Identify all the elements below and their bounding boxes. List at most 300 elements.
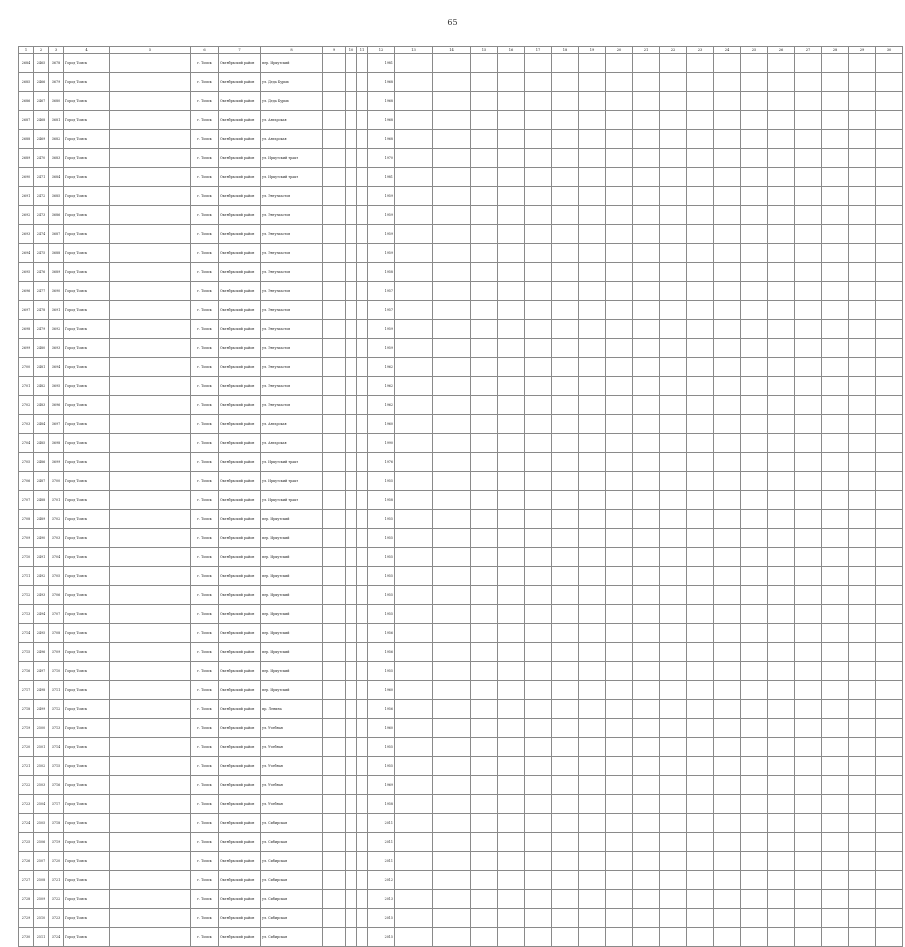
table-cell [660, 681, 687, 700]
table-cell [471, 187, 498, 206]
table-cell [552, 510, 579, 529]
table-cell [714, 282, 741, 301]
table-cell [714, 662, 741, 681]
table-cell: Октябрьский район [219, 149, 261, 168]
table-cell [822, 662, 849, 681]
table-cell: Город Томск [64, 472, 110, 491]
table-row [19, 320, 903, 339]
table-cell: 2727 [19, 871, 34, 890]
table-cell: 2724 [19, 814, 34, 833]
table-cell [633, 54, 660, 73]
table-cell [876, 415, 903, 434]
table-cell: г. Томск [191, 662, 219, 681]
table-cell [849, 415, 876, 434]
table-cell [346, 339, 357, 358]
table-cell [110, 510, 191, 529]
table-cell: ул. Иркутский тракт [261, 472, 323, 491]
table-cell: г. Томск [191, 890, 219, 909]
table-cell [498, 282, 525, 301]
table-cell [357, 567, 368, 586]
column-number-row [19, 47, 903, 54]
table-cell: 2485 [34, 434, 49, 453]
table-cell: пер. Иркутский [261, 643, 323, 662]
table-cell: Октябрьский район [219, 111, 261, 130]
table-cell [395, 738, 433, 757]
table-cell: г. Томск [191, 757, 219, 776]
table-cell [395, 149, 433, 168]
table-row [19, 491, 903, 510]
table-cell: 3688 [49, 244, 64, 263]
table-cell [849, 529, 876, 548]
table-cell [579, 605, 606, 624]
table-cell [795, 377, 822, 396]
table-cell [606, 130, 633, 149]
table-cell [633, 320, 660, 339]
table-cell [633, 833, 660, 852]
table-cell [768, 282, 795, 301]
table-cell [357, 928, 368, 947]
table-cell [660, 605, 687, 624]
table-cell [552, 149, 579, 168]
table-row [19, 111, 903, 130]
table-cell [323, 681, 346, 700]
table-cell [768, 453, 795, 472]
table-cell [433, 852, 471, 871]
table-cell: 2696 [19, 282, 34, 301]
column-header: 21 [633, 47, 660, 54]
table-cell [395, 396, 433, 415]
table-cell [741, 130, 768, 149]
table-cell [110, 738, 191, 757]
table-cell [579, 586, 606, 605]
table-cell [433, 415, 471, 434]
table-cell [714, 301, 741, 320]
table-cell [357, 54, 368, 73]
table-cell [498, 73, 525, 92]
table-cell [660, 776, 687, 795]
table-cell [579, 529, 606, 548]
table-cell [660, 567, 687, 586]
table-cell: 3699 [49, 453, 64, 472]
table-cell: Октябрьский район [219, 206, 261, 225]
table-row [19, 567, 903, 586]
table-cell [768, 529, 795, 548]
table-cell [346, 814, 357, 833]
table-cell [633, 206, 660, 225]
table-cell: 2488 [34, 491, 49, 510]
table-cell [471, 548, 498, 567]
table-cell [395, 434, 433, 453]
table-cell [433, 890, 471, 909]
table-cell: Город Томск [64, 833, 110, 852]
table-cell [714, 73, 741, 92]
table-cell: 1955 [368, 548, 395, 567]
table-cell [660, 415, 687, 434]
table-cell [768, 700, 795, 719]
table-cell [687, 909, 714, 928]
table-cell [110, 187, 191, 206]
table-cell: ул. Энтузиастов [261, 244, 323, 263]
table-cell [741, 54, 768, 73]
table-cell [822, 92, 849, 111]
table-cell: 2496 [34, 643, 49, 662]
table-cell [768, 586, 795, 605]
table-cell [357, 92, 368, 111]
table-cell [876, 472, 903, 491]
table-cell: ул. Ангарская [261, 130, 323, 149]
table-cell [741, 852, 768, 871]
table-cell [849, 244, 876, 263]
table-cell: ул. Деда Бурых [261, 92, 323, 111]
table-cell: ул. Энтузиастов [261, 301, 323, 320]
table-cell [110, 434, 191, 453]
table-cell [687, 206, 714, 225]
table-cell [525, 605, 552, 624]
table-cell [433, 795, 471, 814]
table-cell [795, 928, 822, 947]
table-cell [795, 586, 822, 605]
table-cell: Город Томск [64, 263, 110, 282]
table-cell [433, 605, 471, 624]
table-cell: 3721 [49, 871, 64, 890]
table-cell [357, 168, 368, 187]
table-cell: Октябрьский район [219, 377, 261, 396]
table-cell [552, 605, 579, 624]
table-cell [741, 244, 768, 263]
table-cell [849, 301, 876, 320]
table-cell [433, 491, 471, 510]
table-cell [395, 415, 433, 434]
table-cell [525, 738, 552, 757]
table-cell [346, 358, 357, 377]
table-cell [579, 833, 606, 852]
table-cell [552, 833, 579, 852]
table-row [19, 681, 903, 700]
table-cell [579, 263, 606, 282]
table-row [19, 225, 903, 244]
table-cell [714, 92, 741, 111]
table-cell [660, 377, 687, 396]
table-cell [579, 510, 606, 529]
table-cell [714, 453, 741, 472]
table-cell: 1957 [368, 282, 395, 301]
table-cell [346, 92, 357, 111]
table-cell [660, 434, 687, 453]
table-cell: 2511 [34, 928, 49, 947]
table-cell [433, 168, 471, 187]
table-cell [357, 111, 368, 130]
table-cell [660, 472, 687, 491]
table-cell: Город Томск [64, 244, 110, 263]
table-cell [714, 491, 741, 510]
table-cell [579, 301, 606, 320]
table-cell [849, 700, 876, 719]
table-cell: г. Томск [191, 320, 219, 339]
table-cell [498, 757, 525, 776]
table-cell: 2714 [19, 624, 34, 643]
table-cell: Октябрьский район [219, 605, 261, 624]
table-cell: ул. Сибирская [261, 852, 323, 871]
table-cell: Октябрьский район [219, 814, 261, 833]
table-cell [498, 605, 525, 624]
table-cell: ул. Энтузиастов [261, 320, 323, 339]
table-cell [768, 206, 795, 225]
table-cell [552, 320, 579, 339]
table-row [19, 54, 903, 73]
table-cell [768, 434, 795, 453]
table-cell: г. Томск [191, 776, 219, 795]
table-cell [433, 149, 471, 168]
table-cell: Октябрьский район [219, 453, 261, 472]
table-cell [395, 890, 433, 909]
table-cell: 2507 [34, 852, 49, 871]
table-cell [795, 605, 822, 624]
table-row [19, 149, 903, 168]
table-cell [552, 738, 579, 757]
table-cell [660, 833, 687, 852]
table-cell [433, 73, 471, 92]
table-cell [741, 510, 768, 529]
table-cell: 2478 [34, 301, 49, 320]
table-cell [606, 909, 633, 928]
table-cell [795, 890, 822, 909]
table-cell: Город Томск [64, 453, 110, 472]
table-cell: Октябрьский район [219, 510, 261, 529]
table-cell [110, 54, 191, 73]
table-cell [660, 358, 687, 377]
column-header: 15 [471, 47, 498, 54]
table-cell [714, 225, 741, 244]
table-cell [110, 586, 191, 605]
table-cell [579, 92, 606, 111]
table-cell: 3689 [49, 263, 64, 282]
table-cell [849, 263, 876, 282]
table-cell [395, 548, 433, 567]
table-cell [498, 453, 525, 472]
table-cell [110, 472, 191, 491]
table-cell: 2011 [368, 852, 395, 871]
table-row [19, 453, 903, 472]
table-cell [552, 681, 579, 700]
table-cell [687, 548, 714, 567]
table-cell [606, 529, 633, 548]
table-cell [498, 814, 525, 833]
table-cell [525, 852, 552, 871]
table-cell: 3680 [49, 92, 64, 111]
table-cell [687, 757, 714, 776]
table-cell [346, 871, 357, 890]
table-cell [849, 111, 876, 130]
table-cell: Город Томск [64, 415, 110, 434]
table-cell: 2694 [19, 244, 34, 263]
table-cell: 2465 [34, 54, 49, 73]
table-cell [498, 548, 525, 567]
table-cell [795, 301, 822, 320]
table-cell [768, 225, 795, 244]
table-cell [433, 225, 471, 244]
table-cell [606, 871, 633, 890]
table-cell [687, 871, 714, 890]
table-cell [579, 187, 606, 206]
table-cell [498, 263, 525, 282]
table-cell [323, 548, 346, 567]
table-row [19, 415, 903, 434]
table-cell [498, 681, 525, 700]
table-cell [323, 453, 346, 472]
table-cell [714, 111, 741, 130]
table-cell [433, 567, 471, 586]
table-cell [525, 643, 552, 662]
table-cell [433, 111, 471, 130]
table-cell [822, 453, 849, 472]
table-cell [633, 92, 660, 111]
table-row [19, 510, 903, 529]
table-cell [395, 681, 433, 700]
table-cell [471, 662, 498, 681]
table-cell [687, 54, 714, 73]
table-cell [822, 548, 849, 567]
table-cell [110, 396, 191, 415]
table-cell [395, 54, 433, 73]
table-cell: Октябрьский район [219, 548, 261, 567]
table-cell [768, 73, 795, 92]
table-cell [822, 833, 849, 852]
table-cell: Октябрьский район [219, 73, 261, 92]
table-row [19, 168, 903, 187]
table-row [19, 339, 903, 358]
table-cell [579, 434, 606, 453]
table-cell [633, 510, 660, 529]
table-cell: 2489 [34, 510, 49, 529]
table-cell: Октябрьский район [219, 415, 261, 434]
table-cell: Октябрьский район [219, 187, 261, 206]
table-cell [525, 111, 552, 130]
table-cell [849, 377, 876, 396]
table-cell [525, 225, 552, 244]
table-cell [606, 168, 633, 187]
table-cell [110, 833, 191, 852]
table-cell: 1969 [368, 776, 395, 795]
table-cell [606, 244, 633, 263]
table-cell [849, 358, 876, 377]
table-cell: 3710 [49, 662, 64, 681]
table-cell [660, 643, 687, 662]
table-cell [346, 928, 357, 947]
table-cell [714, 719, 741, 738]
table-cell [552, 852, 579, 871]
table-cell [822, 776, 849, 795]
table-cell [849, 453, 876, 472]
table-cell [471, 852, 498, 871]
table-cell [633, 377, 660, 396]
table-cell [433, 586, 471, 605]
table-cell: 2701 [19, 377, 34, 396]
table-cell [768, 928, 795, 947]
table-cell [323, 168, 346, 187]
table-cell: 3702 [49, 510, 64, 529]
table-cell [110, 415, 191, 434]
table-cell [633, 529, 660, 548]
table-cell [471, 358, 498, 377]
table-cell: 2492 [34, 567, 49, 586]
column-header: 18 [552, 47, 579, 54]
table-cell [849, 643, 876, 662]
table-cell [357, 491, 368, 510]
table-cell [471, 833, 498, 852]
table-cell [579, 776, 606, 795]
table-cell [768, 738, 795, 757]
table-cell [395, 586, 433, 605]
table-cell [579, 320, 606, 339]
table-cell [822, 168, 849, 187]
table-cell [346, 510, 357, 529]
table-cell [849, 73, 876, 92]
table-cell: 3692 [49, 320, 64, 339]
table-cell: 2502 [34, 757, 49, 776]
table-cell [633, 814, 660, 833]
table-cell [110, 890, 191, 909]
table-cell [714, 852, 741, 871]
table-cell [110, 643, 191, 662]
table-cell: 1976 [368, 453, 395, 472]
table-cell [606, 472, 633, 491]
table-cell [822, 339, 849, 358]
table-cell [471, 263, 498, 282]
table-cell [606, 738, 633, 757]
table-cell [795, 852, 822, 871]
table-cell: 3716 [49, 776, 64, 795]
table-cell: ул. Иркутский тракт [261, 168, 323, 187]
table-cell [822, 795, 849, 814]
table-cell [849, 871, 876, 890]
table-cell: 2688 [19, 130, 34, 149]
table-cell: пр. Ленина [261, 700, 323, 719]
table-cell [768, 301, 795, 320]
table-cell [876, 890, 903, 909]
table-cell [357, 358, 368, 377]
table-cell [346, 795, 357, 814]
table-row [19, 434, 903, 453]
table-cell [876, 605, 903, 624]
table-cell [323, 776, 346, 795]
table-cell: г. Томск [191, 833, 219, 852]
table-cell [741, 605, 768, 624]
table-cell [822, 890, 849, 909]
table-cell [357, 301, 368, 320]
table-cell [579, 453, 606, 472]
table-cell [346, 605, 357, 624]
table-cell [768, 567, 795, 586]
table-cell [110, 795, 191, 814]
table-cell [768, 472, 795, 491]
table-cell: Город Томск [64, 719, 110, 738]
table-cell: г. Томск [191, 168, 219, 187]
table-cell [110, 92, 191, 111]
table-cell [579, 757, 606, 776]
table-cell [552, 415, 579, 434]
table-cell: г. Томск [191, 586, 219, 605]
table-cell [346, 643, 357, 662]
table-cell [357, 149, 368, 168]
table-cell [395, 491, 433, 510]
table-cell: Октябрьский район [219, 909, 261, 928]
table-cell: г. Томск [191, 567, 219, 586]
table-row [19, 928, 903, 947]
table-cell: г. Томск [191, 225, 219, 244]
table-cell [433, 662, 471, 681]
table-cell [876, 73, 903, 92]
table-cell [660, 244, 687, 263]
